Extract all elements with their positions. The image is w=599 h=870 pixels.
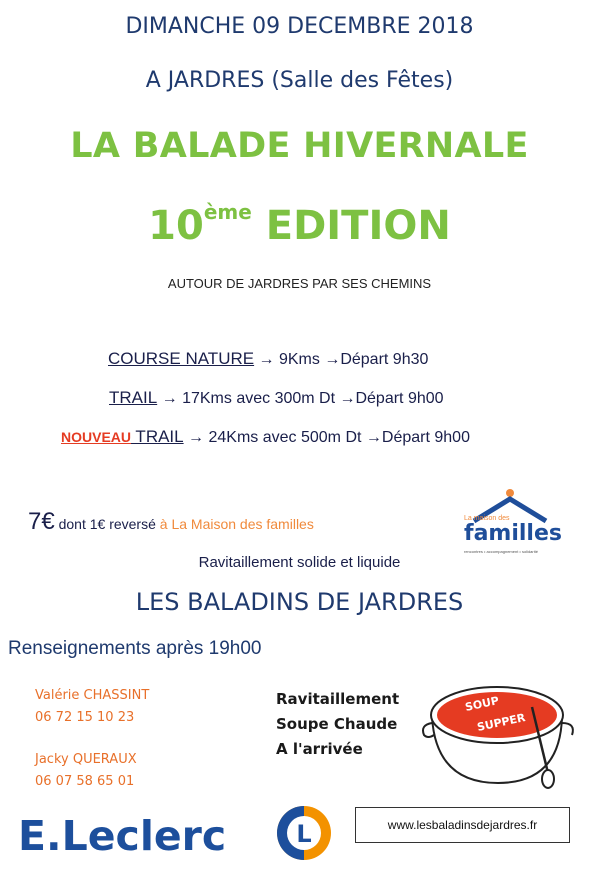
price-text: dont 1€ reversé xyxy=(54,516,160,532)
website-link[interactable]: www.lesbaladinsdejardres.fr xyxy=(355,807,570,843)
price-amount: 7€ xyxy=(28,508,55,535)
event-title: LA BALADE HIVERNALE xyxy=(70,126,529,166)
contact-1 xyxy=(35,685,149,729)
pot-label-soup: SOUP xyxy=(463,694,501,714)
edition-suffix: ème xyxy=(203,200,252,224)
logo-big-text: familles xyxy=(464,521,562,546)
soup-line: Ravitaillement xyxy=(276,690,400,708)
event-subtitle: AUTOUR DE JARDRES PAR SES CHEMINS xyxy=(167,276,432,291)
sponsor-name: E.Leclerc xyxy=(18,812,227,860)
contact-phone: 06 07 58 65 01 xyxy=(35,774,135,789)
price-line xyxy=(28,508,314,536)
logo-tagline: rencontres • accompagnement • solidarité xyxy=(464,549,538,554)
soup-line: Soupe Chaude xyxy=(276,715,398,733)
contact-name: Jacky QUERAUX xyxy=(35,752,137,767)
price-beneficiary: à La Maison des familles xyxy=(159,516,314,532)
organizer-name: LES BALADINS DE JARDRES xyxy=(135,588,464,616)
race-trail-17 xyxy=(109,388,444,408)
pot-label-supper: SUPPER xyxy=(475,711,527,734)
soup-info xyxy=(276,687,399,762)
edition-word: EDITION xyxy=(265,203,451,249)
info-line: Renseignements après 19h00 xyxy=(8,638,262,659)
race-name: COURSE NATURE xyxy=(108,349,255,368)
event-date: DIMANCHE 09 DECEMBRE 2018 xyxy=(125,14,474,39)
edition-heading xyxy=(0,200,599,249)
logo-small-text: La maison des xyxy=(464,515,510,522)
race-course-nature xyxy=(108,349,428,369)
race-trail-24 xyxy=(61,427,470,447)
soup-pot-icon xyxy=(420,665,580,795)
maison-des-familles-logo xyxy=(460,487,560,559)
race-details: → 9Kms →Départ 9h30 xyxy=(254,351,429,368)
event-place: A JARDRES (Salle des Fêtes) xyxy=(145,68,454,93)
contact-phone: 06 72 15 10 23 xyxy=(35,710,135,725)
soup-pot-illustration xyxy=(420,665,580,795)
race-details: → 24Kms avec 500m Dt →Départ 9h00 xyxy=(183,429,470,446)
race-details: → 17Kms avec 300m Dt →Départ 9h00 xyxy=(157,390,444,407)
edition-number: 10 xyxy=(148,203,204,249)
soup-line: A l'arrivée xyxy=(276,740,363,758)
leclerc-logo-letter: L xyxy=(296,820,312,848)
race-name: TRAIL xyxy=(109,388,158,407)
supply-text: Ravitaillement solide et liquide xyxy=(198,554,401,571)
race-name: TRAIL xyxy=(131,427,184,446)
new-badge: NOUVEAU xyxy=(61,429,132,445)
contact-2 xyxy=(35,749,137,793)
leclerc-logo xyxy=(274,803,334,863)
contact-name: Valérie CHASSINT xyxy=(35,688,150,703)
leclerc-logo-icon xyxy=(274,803,334,863)
